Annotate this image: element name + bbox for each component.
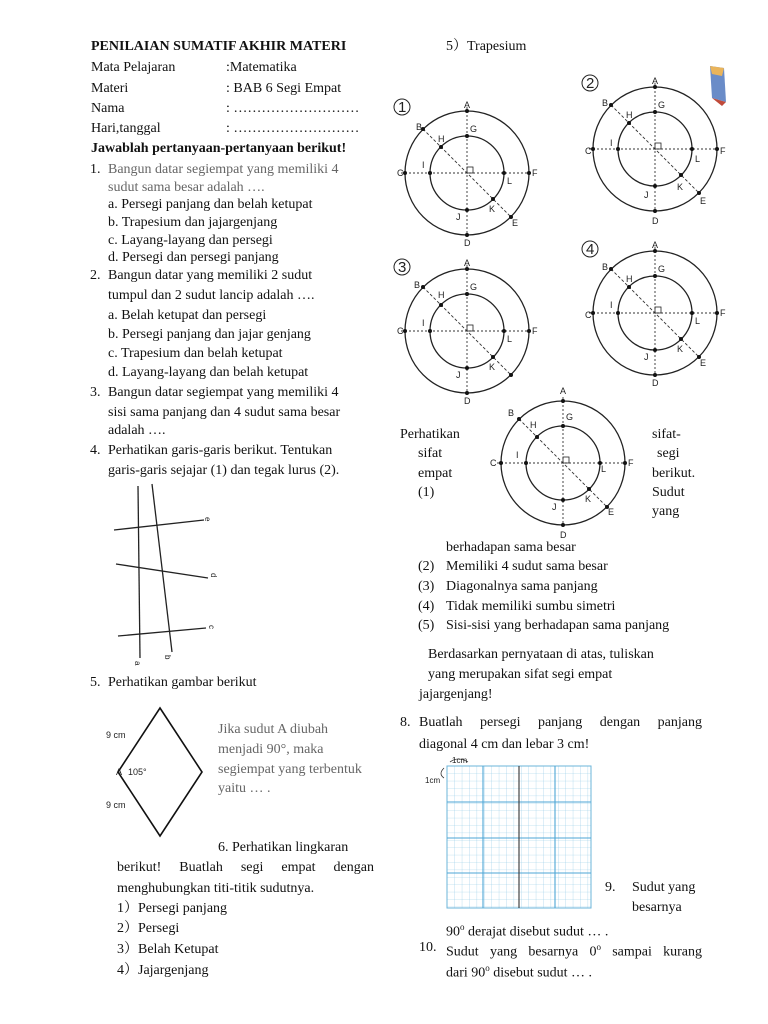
c2-point-e: E [700, 196, 707, 206]
q4-text-1: Perhatikan garis-garis berikut. Tentukan [108, 443, 333, 458]
q9-text-a: Sudut yang [632, 880, 696, 895]
c2-point-l: L [695, 154, 701, 164]
c4-point-d: D [652, 378, 659, 388]
header-label-name: Nama [91, 101, 125, 116]
q7-item-5-text: Sisi-sisi yang berhadapan sama panjang [446, 618, 670, 633]
grid-paper [424, 754, 596, 912]
q1-option-a: a. Persegi panjang dan belah ketupat [108, 197, 313, 212]
q7-left-word-2: sifat [418, 446, 443, 461]
q8-number: 8. [400, 715, 411, 730]
grid-label-left: 1cm [425, 776, 441, 785]
c3-point-f: F [532, 326, 538, 336]
q7-item-5-num: (5) [418, 618, 435, 633]
c4-point-l: L [695, 316, 701, 326]
c5-point-b: B [508, 408, 515, 418]
c4-point-j: J [644, 352, 649, 362]
q10-number: 10. [419, 940, 437, 955]
label-a: a [133, 661, 142, 666]
c5-point-k: K [585, 494, 592, 504]
c5-point-c: C [490, 458, 497, 468]
c4-point-h: H [626, 274, 633, 284]
q6-lead: 6. Perhatikan lingkaran [218, 840, 349, 855]
circle-diagram-5 [488, 382, 638, 542]
c3-point-j: J [456, 370, 461, 380]
rhombus-angle: 105° [128, 767, 147, 777]
lines-figure [100, 480, 230, 670]
q6-option-5: 5）Trapesium [446, 39, 527, 54]
c5-point-a: A [560, 386, 567, 396]
q5-note-1: Jika sudut A diubah [218, 722, 329, 737]
c1-point-j: J [456, 212, 461, 222]
q9-number: 9. [605, 880, 616, 895]
circle-number-1: 1 [398, 99, 407, 116]
q1-number: 1. [90, 162, 101, 177]
c2-point-j: J [644, 190, 649, 200]
q6-text-1: berikut! Buatlah segi empat dengan [117, 860, 374, 875]
q10-text-c: dari [446, 965, 468, 981]
c5-point-j: J [552, 502, 557, 512]
q9-degree: o [460, 922, 465, 932]
circle-number-4: 4 [586, 241, 595, 258]
q2-option-c: c. Trapesium dan belah ketupat [108, 346, 283, 361]
q8-text-2: diagonal 4 cm dan lebar 3 cm! [419, 737, 590, 752]
c4-point-i: I [610, 300, 613, 310]
q7-right-word-1: sifat- [652, 427, 681, 442]
c3-point-a: A [464, 258, 471, 268]
rhombus-side-bottom: 9 cm [106, 800, 126, 810]
q9-text-b: besarnya [632, 900, 682, 915]
c5-point-d: D [560, 530, 567, 540]
c1-point-d: D [464, 238, 471, 248]
c5-point-f: F [628, 458, 634, 468]
q3-number: 3. [90, 385, 101, 400]
q10-degree-0: o [596, 942, 601, 952]
q2-text-2: tumpul dan 2 sudut lancip adalah …. [108, 288, 315, 303]
c1-point-k: K [489, 204, 496, 214]
q10-line-2 [446, 959, 592, 983]
c1-point-g: G [470, 124, 478, 134]
q10-text-d: disebut sudut … . [493, 965, 593, 981]
q7-left-word-3: empat [418, 466, 453, 481]
circle-number-3: 3 [398, 259, 407, 276]
header-label-date: Hari,tanggal [91, 121, 161, 136]
c1-point-i: I [422, 160, 425, 170]
q7-right-word-2: segi [657, 446, 680, 461]
header-value-date: : ……………………… [226, 121, 360, 136]
c5-point-h: H [530, 420, 537, 430]
q2-option-b: b. Persegi panjang dan jajar genjang [108, 327, 311, 342]
q7-right-word-5: yang [652, 504, 680, 519]
c4-point-k: K [677, 344, 684, 354]
c5-point-i: I [516, 450, 519, 460]
header-value-subject: :Matematika [226, 60, 297, 75]
q7-item-2-num: (2) [418, 559, 435, 574]
q10-text-b: sampai kurang [612, 944, 702, 960]
q1-option-b: b. Trapesium dan jajargenjang [108, 215, 278, 230]
q7-item-4-num: (4) [418, 599, 435, 614]
q7-item-3-text: Diagonalnya sama panjang [446, 579, 598, 594]
line-e [114, 520, 204, 530]
label-c: c [207, 625, 216, 629]
q5-text: Perhatikan gambar berikut [108, 675, 257, 690]
q7-closing-2: yang merupakan sifat segi empat [428, 667, 613, 682]
line-b [152, 484, 172, 652]
header-label-subject: Mata Pelajaran [91, 60, 176, 75]
q2-number: 2. [90, 268, 101, 283]
q9-text-c: derajat disebut sudut … . [468, 924, 609, 940]
c5-point-l: L [601, 464, 607, 474]
q7-closing-3: jajargenjang! [419, 687, 493, 702]
q10-value-0: 0 [589, 944, 597, 960]
q7-right-word-4: Sudut [652, 485, 685, 500]
circle-number-2: 2 [586, 75, 595, 92]
c1-point-e: E [512, 218, 519, 228]
line-c [118, 628, 206, 636]
c1-point-l: L [507, 176, 513, 186]
circle-diagram-1 [392, 92, 542, 252]
grid-label-top: 1cm [452, 756, 468, 765]
q5-number: 5. [90, 675, 101, 690]
q5-note-3: segiempat yang terbentuk [218, 762, 362, 777]
q2-option-d: d. Layang-layang dan belah ketupat [108, 365, 309, 380]
rhombus-vertex: A [116, 767, 123, 777]
c3-point-b: B [414, 280, 421, 290]
c3-point-g: G [470, 282, 478, 292]
c4-point-a: A [652, 240, 659, 250]
c1-point-h: H [438, 134, 445, 144]
page-title: PENILAIAN SUMATIF AKHIR MATERI [91, 39, 347, 54]
c1-point-c: C [397, 168, 404, 178]
instruction: Jawablah pertanyaan-pertanyaan berikut! [91, 141, 347, 156]
q5-note-2: menjadi 90°, maka [218, 742, 324, 757]
q7-item-2-text: Memiliki 4 sudut sama besar [446, 559, 608, 574]
c1-point-b: B [416, 122, 423, 132]
q6-option-3: 3）Belah Ketupat [117, 942, 219, 957]
c2-point-f: F [720, 146, 726, 156]
c2-point-a: A [652, 76, 659, 86]
q7-item-3-num: (3) [418, 579, 435, 594]
c2-point-c: C [585, 146, 592, 156]
c3-point-d: D [464, 396, 471, 406]
rhombus-figure [100, 700, 210, 845]
c1-point-f: F [532, 168, 538, 178]
q3-text-3: adalah …. [108, 423, 166, 438]
c2-point-h: H [626, 110, 633, 120]
label-e: e [203, 517, 212, 522]
c4-point-b: B [602, 262, 609, 272]
c2-point-d: D [652, 216, 659, 226]
q9-value: 90 [446, 924, 460, 940]
header-value-material: : BAB 6 Segi Empat [226, 81, 342, 96]
rhombus-side-top: 9 cm [106, 730, 126, 740]
circle-diagram-2 [580, 68, 730, 228]
c4-point-e: E [700, 358, 707, 368]
c4-point-c: C [585, 310, 592, 320]
q6-text-2: menghubungkan titi-titik sudutnya. [117, 881, 315, 896]
q1-option-d: d. Persegi dan persegi panjang [108, 250, 279, 265]
q6-option-2: 2）Persegi [117, 921, 180, 936]
label-b: b [163, 655, 172, 660]
c3-point-c: C [397, 326, 404, 336]
q2-text-1: Bangun datar yang memiliki 2 sudut [108, 268, 313, 283]
q7-left-word-1: Perhatikan [400, 427, 460, 442]
q1-text-1: Bangun datar segiempat yang memiliki 4 [108, 162, 339, 177]
q3-text-1: Bangun datar segiempat yang memiliki 4 [108, 385, 339, 400]
c5-point-e: E [608, 507, 615, 517]
q4-text-2: garis-garis sejajar (1) dan tegak lurus (2). [108, 463, 340, 478]
line-a [138, 486, 140, 658]
q6-option-1: 1）Persegi panjang [117, 901, 228, 916]
c2-point-i: I [610, 138, 613, 148]
c4-point-g: G [658, 264, 666, 274]
q10-degree-90: o [485, 963, 490, 973]
q3-text-2: sisi sama panjang dan 4 sudut sama besar [108, 405, 341, 420]
c1-point-a: A [464, 100, 471, 110]
c4-point-f: F [720, 308, 726, 318]
c3-point-i: I [422, 318, 425, 328]
c3-point-h: H [438, 290, 445, 300]
q2-option-a: a. Belah ketupat dan persegi [108, 308, 267, 323]
q10-text-a: Sudut yang besarnya [446, 944, 579, 960]
header-value-name: : ……………………… [226, 101, 360, 116]
header-label-material: Materi [91, 81, 129, 96]
q1-text-2: sudut sama besar adalah …. [108, 180, 265, 195]
q8-text-1: Buatlah persegi panjang dengan panjang [419, 715, 702, 730]
c2-point-b: B [602, 98, 609, 108]
q7-closing-1: Berdasarkan pernyataan di atas, tuliskan [428, 647, 654, 662]
label-d: d [209, 573, 218, 578]
c5-point-g: G [566, 412, 574, 422]
circle-diagram-4 [580, 232, 730, 392]
q1-option-c: c. Layang-layang dan persegi [108, 233, 273, 248]
q4-number: 4. [90, 443, 101, 458]
q7-item-4-text: Tidak memiliki sumbu simetri [446, 599, 616, 614]
q7-right-word-3: berikut. [652, 466, 696, 481]
q7-left-word-4: (1) [418, 485, 435, 500]
q5-note-4: yaitu … . [218, 781, 271, 796]
c2-point-k: K [677, 182, 684, 192]
q7-item-1: berhadapan sama besar [446, 540, 576, 555]
q6-option-4: 4）Jajargenjang [117, 963, 209, 978]
q10-value-90: 90 [471, 965, 486, 981]
c2-point-g: G [658, 100, 666, 110]
c3-point-k: K [489, 362, 496, 372]
c3-point-l: L [507, 334, 513, 344]
